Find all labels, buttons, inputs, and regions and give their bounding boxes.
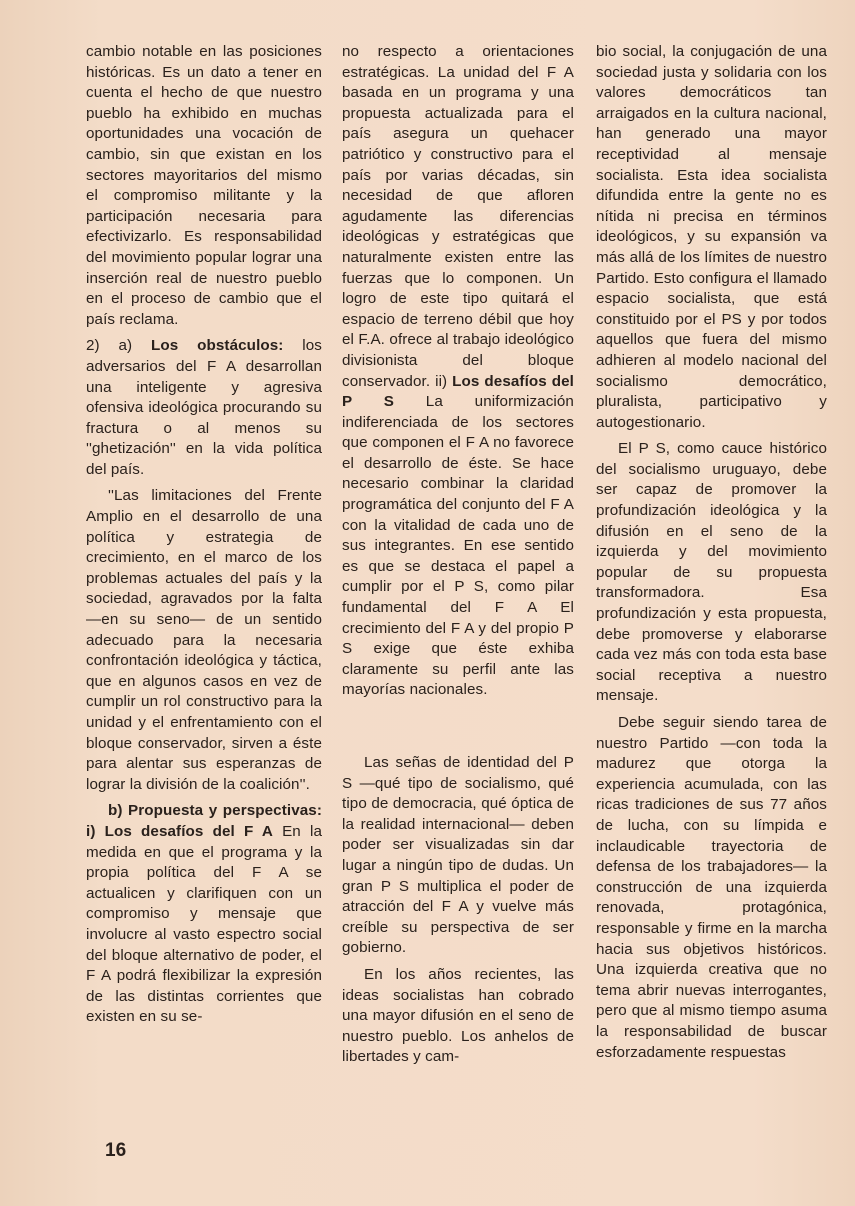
paragraph (86, 801, 322, 1028)
paragraph: En los años recientes, las ideas socialistas han cobrado una mayor difusión en el seno de nuestro pueblo. Los anhelos de libertades y cam- (342, 965, 574, 1066)
section-heading: b) Propuesta y perspectivas: i) Los desafíos del F A (86, 802, 322, 840)
section-heading: Los desafíos del P S (342, 372, 574, 411)
column-spacer (342, 707, 574, 753)
paragraph: El P S, como cauce histórico del socialismo uruguayo, debe ser capaz de promover la profundización ideológica y la difusión en el seno de la izquierda y del movimiento popular de su propuesta transformadora. Esa profundización y esta propuesta, debe promoverse y elaborarse cada vez más con toda esta base social receptiva a nuestro mensaje. (596, 440, 827, 705)
section-heading: Los obstáculos: (151, 337, 284, 355)
paragraph: cambio notable en las posiciones históricas. Es un dato a tener en cuenta el hecho de que nuestro pueblo ha exhibido en muchas oportunidades una vocación de cambio, sin que existan en los sectores mayoritarios del mismo el compromiso militante y la participación necesaria para efectivizarlo. Es responsabilidad del movimiento popular lograr una inserción real de nuestro pueblo en el proceso de cambio que el país reclama. (86, 43, 322, 328)
text-column-3 (596, 42, 827, 1069)
list-marker: 2) a) (86, 337, 152, 355)
page-number: 16 (105, 1140, 127, 1161)
paragraph-text: La uniformización indiferenciada de los sectores que componen el F A no favorece el desarrollo de éste. Se hace necesario combinar la claridad programática del conjunto del F A con la vitalidad de cada uno de sus integrantes. En ese sentido es que se destaca el papel a cumplir por el P S, como pilar fundamental del F A El crecimiento del F A y del propio P S exige que éste exhiba claramente su perfil ante las mayorías nacionales. (342, 393, 574, 699)
paragraph-text: En la medida en que el programa y la propia política del F A se actualicen y clarifiquen con un compromiso y mensaje que involucre al vasto espectro social del bloque alternativo de poder, el F A podrá flexibilizar la expresión de las distintas corrientes que existen en su se- (86, 822, 323, 1026)
paragraph (86, 336, 322, 480)
paragraph: bio social, la conjugación de una sociedad justa y solidaria con los valores democráticos tan arraigados en la cultura nacional, han generado una mayor receptividad al mensaje socialista. Esta idea socialista difundida entre la gente no es nítida ni precisa en términos ideológicos, y su expansión va más allá de los límites de nuestro Partido. Esto configura el llamado espacio socialista, que está constituido por el PS y por todos aquellos que fuera del mismo adhieren al modelo nacional del socialismo democrático, pluralista, participativo y autogestionario. (596, 43, 827, 431)
paragraph-text: los adversarios del F A desarrollan una inteligente y agresiva ofensiva ideológica procurando su fractura o al menos su ''ghetización'' en la vida política del país. (86, 337, 322, 478)
paragraph: Las señas de identidad del P S —qué tipo de socialismo, qué tipo de democracia, qué óptica de la realidad internacional— deben poder ser visualizadas sin dar lugar a ningún tipo de dudas. Un gran P S multiplica el poder de atracción del F A y vuelve más creíble su perspectiva de ser gobierno. (342, 754, 574, 957)
paragraph: Debe seguir siendo tarea de nuestro Partido —con toda la madurez que otorga la experiencia acumulada, con las ricas tradiciones de sus 77 años de lucha, con su límpida e inclaudicable trayectoria de defensa de los trabajadores— la construcción de una izquierda renovada, protagónica, responsable y firme en la marcha hacia sus objetivos históricos. Una izquierda creativa que no tema abrir nuevas interrogantes, pero que al mismo tiempo asuma la responsabilidad de buscar esforzadamente respuestas (596, 714, 827, 1061)
text-column-2 (342, 42, 574, 1074)
paragraph (342, 42, 574, 701)
text-column-1 (86, 42, 322, 1034)
paragraph-text: no respecto a orientaciones estratégicas. La unidad del F A basada en un programa y una propuesta actualizada para el país asegura un quehacer patriótico y constructivo para el país por varias décadas, sin necesidad de que afloren agudamente las diferencias ideológicas y estratégicas que naturalmente existen entre las fuerzas que lo componen. Un logro de este tipo quitará el espacio de terreno débil que hoy el F.A. ofrece al trabajo ideológico divisionista del bloque conservador. ii) (342, 43, 574, 390)
quotation-paragraph: ''Las limitaciones del Frente Amplio en el desarrollo de una política y estrategia de crecimiento, en el marco de los problemas actuales del país y la sociedad, agravados por la falta —en su seno— de un sentido adecuado para la necesaria confrontación ideológica y táctica, que en algunos casos en vez de cumplir un rol constructivo para la unidad y el enfrentamiento con el bloque conservador, sirven a éste para alentar sus esperanzas de lograr la división de la coalición''. (86, 487, 322, 793)
